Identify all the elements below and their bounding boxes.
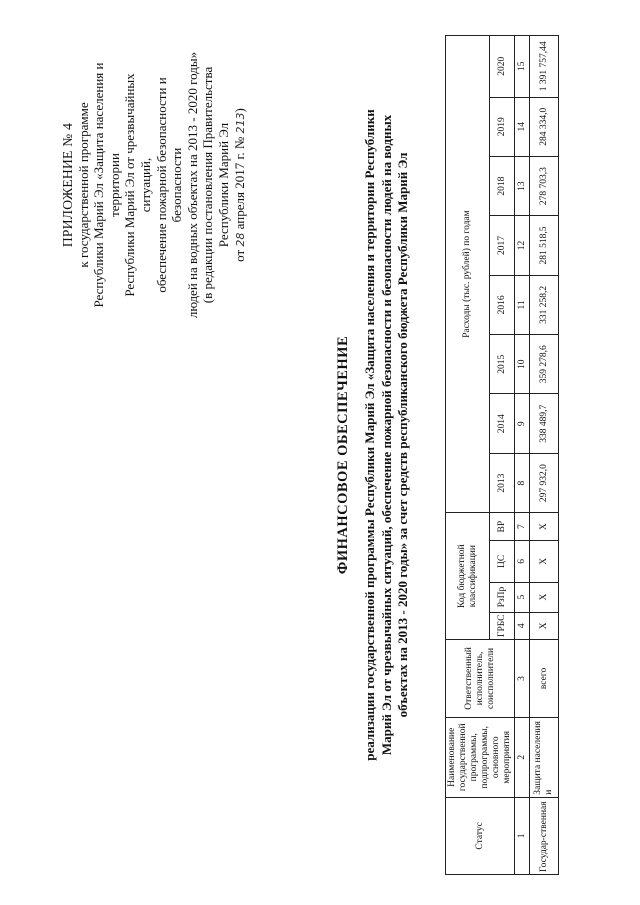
table-header-row [446,36,490,875]
cell-value: 281 518,5 [530,216,559,275]
subtitle-line: реализации государственной программы Республики Марий Эл «Защита населения и территории Республики [362,109,377,761]
date-number: 213 [233,112,247,134]
header-budget-code: Код бюджетной классификации [446,513,490,640]
cell-value: 1 391 757,44 [530,36,559,98]
header-code: ВР [490,513,515,541]
cell-value: 331 258,2 [530,275,559,334]
header-expenses: Расходы (тыс. рублей) по годам [446,36,490,513]
cell-responsible: всего [530,640,559,718]
table-row [530,36,559,875]
header-name: Наименование государственной программы, подпрограммы, основного мероприятия [446,717,515,797]
appendix-date-line: от 28 апреля 2017 г. № 213) [231,108,247,262]
date-prefix: от [231,249,247,262]
cell-status: Государ-ственная [530,797,559,874]
column-number: 12 [515,216,530,275]
header-year: 2013 [490,453,515,512]
column-number: 11 [515,275,530,334]
header-code: ЦС [490,541,515,583]
header-code: РзПр [490,582,515,612]
document-subtitle [362,55,412,815]
column-number: 5 [515,582,530,612]
column-number: 14 [515,97,530,156]
appendix-line: людей на водных объектах на 2013 - 2020 годы» [184,51,200,319]
date-rest: апреля 2017 г. № [231,136,247,230]
cell-value: 297 932,0 [530,453,559,512]
appendix-block [60,50,248,320]
column-number: 10 [515,335,530,394]
cell-code: Х [530,612,559,640]
cell-value: 284 334,0 [530,97,559,156]
financing-table [445,35,559,875]
cell-value: 278 703,3 [530,156,559,215]
header-code: ГРБС [490,612,515,640]
appendix-line: ПРИЛОЖЕНИЕ № 4 [60,122,75,248]
document-title: ФИНАНСОВОЕ ОБЕСПЕЧЕНИЕ [335,335,351,575]
column-number: 8 [515,453,530,512]
header-year: 2019 [490,97,515,156]
appendix-line: (в редакции постановления Правительства [200,66,216,304]
cell-value: 359 278,6 [530,335,559,394]
header-year: 2016 [490,275,515,334]
cell-code: Х [530,582,559,612]
column-number: 1 [515,797,530,874]
column-number: 15 [515,36,530,98]
appendix-line: обеспечение пожарной безопасности и безопасности [153,77,185,293]
column-number: 4 [515,612,530,640]
header-year: 2017 [490,216,515,275]
appendix-line: Республики Марий Эл [215,122,231,248]
header-status: Статус [446,797,515,874]
column-number: 3 [515,640,530,718]
cell-code: Х [530,541,559,583]
column-number: 13 [515,156,530,215]
header-year: 2020 [490,36,515,98]
cell-code: Х [530,513,559,541]
header-year: 2018 [490,156,515,215]
column-number: 2 [515,717,530,797]
column-number: 9 [515,394,530,453]
cell-value: 338 489,7 [530,394,559,453]
appendix-line: Республики Марий Эл от чрезвычайных ситуаций, [122,73,153,297]
appendix-line: Республики Марий Эл «Защита населения и территории [91,62,122,308]
header-responsible: Ответственный исполнитель, соисполнители [446,640,515,718]
subtitle-line: объектах на 2013 - 2020 годы» за счет средств республиканского бюджета Республики Марий Эл [395,152,410,718]
column-number: 7 [515,513,530,541]
column-number: 6 [515,541,530,583]
cell-name: Защита населения и [530,717,559,797]
header-year: 2015 [490,335,515,394]
date-day: 28 [233,232,247,247]
header-year: 2014 [490,394,515,453]
appendix-line: к государственной программе [75,102,91,268]
subtitle-line: Марий Эл от чрезвычайных ситуаций, обеспечение пожарной безопасности и безопасности людей на водных [378,114,394,756]
column-number-row [515,36,530,875]
